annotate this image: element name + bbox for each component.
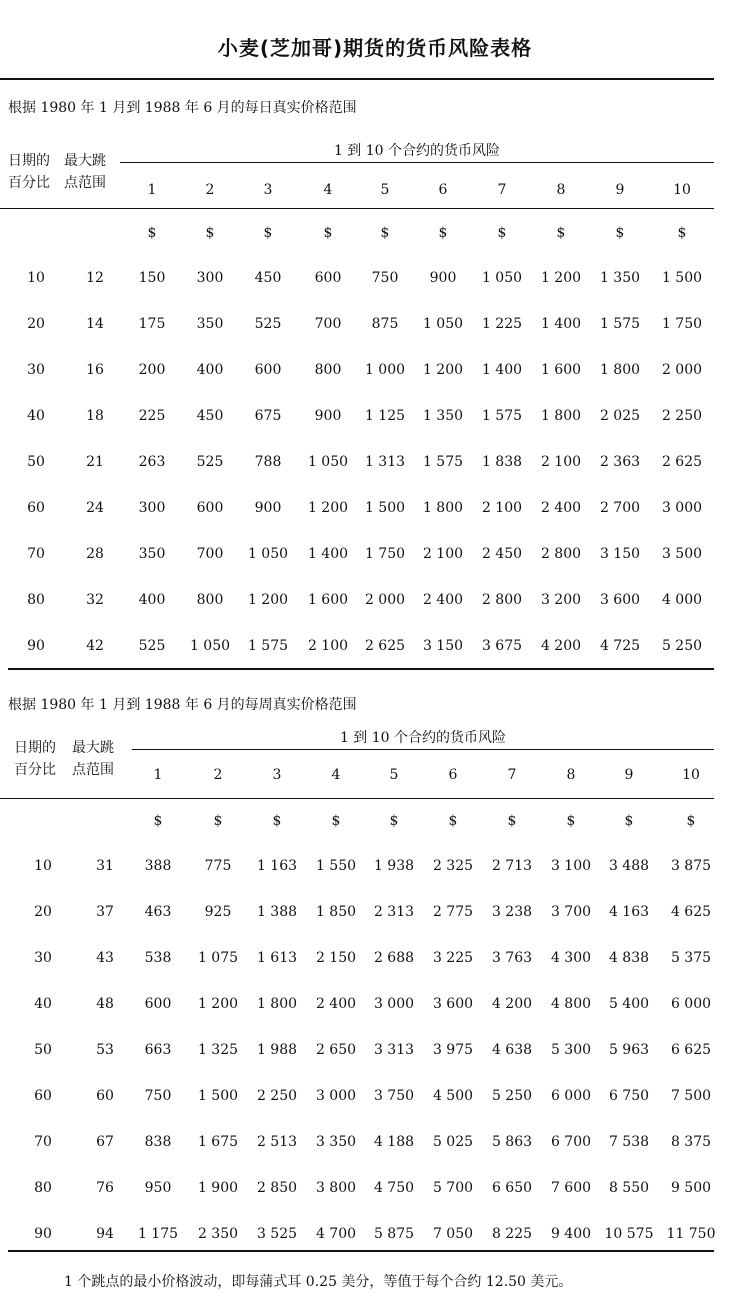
- table-cell: 775: [204, 858, 232, 874]
- row-max-range: 18: [86, 408, 104, 424]
- table-cell: 5 863: [491, 1134, 533, 1150]
- table-cell: 4 625: [670, 904, 712, 920]
- contract-number-9: 9: [624, 767, 634, 783]
- table-cell: 7 050: [432, 1226, 474, 1242]
- contract-number-1: 1: [153, 767, 163, 783]
- table-cell: 1 200: [247, 592, 289, 608]
- table-cell: 750: [371, 270, 399, 286]
- table-cell: 1 800: [599, 362, 641, 378]
- table-cell: 950: [144, 1180, 172, 1196]
- row-percent: 20: [34, 904, 52, 920]
- table-cell: 1 388: [256, 904, 298, 920]
- table-cell: 9 400: [550, 1226, 592, 1242]
- contract-number-4: 4: [331, 767, 341, 783]
- row-max-range: 60: [96, 1088, 114, 1104]
- col-header-range-line2: 点范围: [72, 762, 114, 778]
- contract-number-6: 6: [438, 182, 448, 198]
- table-cell: 3 525: [256, 1226, 298, 1242]
- currency-symbol: $: [677, 225, 687, 241]
- currency-symbol: $: [556, 225, 566, 241]
- table-cell: 750: [144, 1088, 172, 1104]
- table-cell: 2 100: [481, 500, 523, 516]
- table-cell: 1 575: [599, 316, 641, 332]
- table-cell: 6 750: [608, 1088, 650, 1104]
- table-cell: 2 313: [373, 904, 415, 920]
- row-max-range: 48: [96, 996, 114, 1012]
- table-cell: 300: [138, 500, 166, 516]
- table-cell: 2 250: [661, 408, 703, 424]
- table-cell: 3 700: [550, 904, 592, 920]
- contract-number-5: 5: [389, 767, 399, 783]
- col-header-range-line1: 最大跳: [72, 740, 114, 756]
- row-percent: 70: [27, 546, 45, 562]
- row-max-range: 32: [86, 592, 104, 608]
- table-cell: 1 000: [364, 362, 406, 378]
- section-caption: 根据 1980 年 1 月到 1988 年 6 月的每周真实价格范围: [8, 697, 357, 713]
- table-cell: 2 625: [661, 454, 703, 470]
- row-percent: 60: [34, 1088, 52, 1104]
- table-cell: 3 875: [670, 858, 712, 874]
- footnote: 1 个跳点的最小价格波动，即每蒲式耳 0.25 美分，等值于每个合约 12.50 美元。: [64, 1274, 573, 1290]
- table-cell: 1 675: [197, 1134, 239, 1150]
- contract-number-9: 9: [615, 182, 625, 198]
- row-percent: 90: [34, 1226, 52, 1242]
- currency-symbol: $: [497, 225, 507, 241]
- table-cell: 463: [144, 904, 172, 920]
- table-cell: 1 050: [422, 316, 464, 332]
- table-cell: 4 163: [608, 904, 650, 920]
- table-cell: 4 725: [599, 638, 641, 654]
- row-max-range: 37: [96, 904, 114, 920]
- table-cell: 4 188: [373, 1134, 415, 1150]
- section-caption: 根据 1980 年 1 月到 1988 年 6 月的每日真实价格范围: [8, 100, 357, 116]
- table-cell: 388: [144, 858, 172, 874]
- row-max-range: 76: [96, 1180, 114, 1196]
- table-cell: 2 688: [373, 950, 415, 966]
- table-cell: 525: [196, 454, 224, 470]
- section-bottom-rule: [8, 668, 714, 670]
- table-cell: 1 050: [189, 638, 231, 654]
- table-cell: 11 750: [666, 1226, 716, 1242]
- contract-number-1: 1: [147, 182, 157, 198]
- table-cell: 1 225: [481, 316, 523, 332]
- row-percent: 70: [34, 1134, 52, 1150]
- contract-number-4: 4: [323, 182, 333, 198]
- contract-number-6: 6: [448, 767, 458, 783]
- table-cell: 5 250: [491, 1088, 533, 1104]
- span-header-rule: [120, 162, 714, 163]
- table-cell: 4 500: [432, 1088, 474, 1104]
- row-max-range: 14: [86, 316, 104, 332]
- table-cell: 6 650: [491, 1180, 533, 1196]
- table-cell: 4 000: [661, 592, 703, 608]
- table-cell: 1 050: [307, 454, 349, 470]
- table-cell: 800: [196, 592, 224, 608]
- table-cell: 5 400: [608, 996, 650, 1012]
- table-cell: 1 500: [364, 500, 406, 516]
- table-cell: 3 675: [481, 638, 523, 654]
- table-cell: 1 200: [540, 270, 582, 286]
- contract-number-7: 7: [497, 182, 507, 198]
- table-cell: 925: [204, 904, 232, 920]
- currency-symbol: $: [380, 225, 390, 241]
- table-cell: 525: [138, 638, 166, 654]
- table-cell: 3 100: [550, 858, 592, 874]
- table-cell: 10 575: [604, 1226, 654, 1242]
- currency-symbol: $: [615, 225, 625, 241]
- currency-symbol: $: [147, 225, 157, 241]
- table-cell: 3 225: [432, 950, 474, 966]
- table-cell: 6 700: [550, 1134, 592, 1150]
- table-cell: 1 850: [315, 904, 357, 920]
- table-cell: 2 400: [422, 592, 464, 608]
- table-cell: 838: [144, 1134, 172, 1150]
- header-bottom-rule: [0, 208, 714, 209]
- row-max-range: 53: [96, 1042, 114, 1058]
- row-percent: 30: [34, 950, 52, 966]
- table-cell: 2 625: [364, 638, 406, 654]
- currency-symbol: $: [205, 225, 215, 241]
- table-cell: 900: [314, 408, 342, 424]
- table-cell: 1 400: [307, 546, 349, 562]
- table-cell: 3 500: [661, 546, 703, 562]
- contract-number-3: 3: [272, 767, 282, 783]
- table-cell: 3 488: [608, 858, 650, 874]
- table-cell: 3 000: [661, 500, 703, 516]
- row-max-range: 43: [96, 950, 114, 966]
- table-cell: 1 750: [364, 546, 406, 562]
- table-cell: 1 575: [247, 638, 289, 654]
- table-cell: 1 988: [256, 1042, 298, 1058]
- row-percent: 40: [27, 408, 45, 424]
- table-cell: 7 538: [608, 1134, 650, 1150]
- table-cell: 175: [138, 316, 166, 332]
- table-cell: 1 125: [364, 408, 406, 424]
- table-cell: 450: [254, 270, 282, 286]
- title-rule: [0, 78, 714, 80]
- row-max-range: 31: [96, 858, 114, 874]
- table-cell: 1 163: [256, 858, 298, 874]
- table-cell: 1 838: [481, 454, 523, 470]
- table-cell: 2 800: [540, 546, 582, 562]
- col-header-percent-line1: 日期的: [14, 740, 56, 756]
- table-cell: 1 400: [540, 316, 582, 332]
- table-cell: 4 838: [608, 950, 650, 966]
- table-cell: 3 000: [315, 1088, 357, 1104]
- table-cell: 700: [314, 316, 342, 332]
- table-cell: 1 350: [599, 270, 641, 286]
- table-cell: 2 513: [256, 1134, 298, 1150]
- table-cell: 875: [371, 316, 399, 332]
- table-cell: 1 800: [422, 500, 464, 516]
- table-cell: 7 600: [550, 1180, 592, 1196]
- row-max-range: 28: [86, 546, 104, 562]
- table-cell: 1 938: [373, 858, 415, 874]
- table-cell: 600: [196, 500, 224, 516]
- currency-symbol: $: [507, 813, 517, 829]
- table-cell: 900: [254, 500, 282, 516]
- section-bottom-rule: [8, 1250, 714, 1252]
- table-cell: 600: [314, 270, 342, 286]
- col-header-percent-line2: 百分比: [8, 175, 50, 191]
- row-max-range: 67: [96, 1134, 114, 1150]
- currency-symbol: $: [323, 225, 333, 241]
- table-cell: 6 625: [670, 1042, 712, 1058]
- currency-symbol: $: [448, 813, 458, 829]
- row-max-range: 21: [86, 454, 104, 470]
- currency-symbol: $: [686, 813, 696, 829]
- table-cell: 2 250: [256, 1088, 298, 1104]
- table-cell: 4 200: [491, 996, 533, 1012]
- contract-number-8: 8: [556, 182, 566, 198]
- contract-number-10: 10: [673, 182, 691, 198]
- table-cell: 5 025: [432, 1134, 474, 1150]
- table-cell: 2 650: [315, 1042, 357, 1058]
- table-cell: 3 800: [315, 1180, 357, 1196]
- table-cell: 263: [138, 454, 166, 470]
- table-cell: 1 075: [197, 950, 239, 966]
- table-cell: 1 325: [197, 1042, 239, 1058]
- table-cell: 2 800: [481, 592, 523, 608]
- table-cell: 5 700: [432, 1180, 474, 1196]
- table-cell: 3 000: [373, 996, 415, 1012]
- table-cell: 2 350: [197, 1226, 239, 1242]
- table-cell: 1 400: [481, 362, 523, 378]
- table-cell: 1 575: [481, 408, 523, 424]
- table-cell: 3 238: [491, 904, 533, 920]
- table-cell: 1 550: [315, 858, 357, 874]
- table-cell: 3 975: [432, 1042, 474, 1058]
- currency-symbol: $: [153, 813, 163, 829]
- col-header-range-line2: 点范围: [64, 175, 106, 191]
- table-cell: 3 600: [432, 996, 474, 1012]
- table-cell: 2 000: [661, 362, 703, 378]
- currency-symbol: $: [438, 225, 448, 241]
- table-cell: 788: [254, 454, 282, 470]
- currency-symbol: $: [624, 813, 634, 829]
- currency-symbol: $: [272, 813, 282, 829]
- table-cell: 4 200: [540, 638, 582, 654]
- table-cell: 1 500: [197, 1088, 239, 1104]
- table-cell: 675: [254, 408, 282, 424]
- table-cell: 350: [196, 316, 224, 332]
- table-cell: 600: [144, 996, 172, 1012]
- table-cell: 450: [196, 408, 224, 424]
- table-cell: 400: [138, 592, 166, 608]
- table-cell: 4 800: [550, 996, 592, 1012]
- table-cell: 3 350: [315, 1134, 357, 1150]
- table-cell: 2 450: [481, 546, 523, 562]
- table-cell: 2 150: [315, 950, 357, 966]
- contract-number-5: 5: [380, 182, 390, 198]
- table-cell: 700: [196, 546, 224, 562]
- table-cell: 2 363: [599, 454, 641, 470]
- currency-symbol: $: [263, 225, 273, 241]
- row-percent: 90: [27, 638, 45, 654]
- table-cell: 1 050: [481, 270, 523, 286]
- contract-number-3: 3: [263, 182, 273, 198]
- table-cell: 350: [138, 546, 166, 562]
- table-cell: 2 713: [491, 858, 533, 874]
- contract-number-8: 8: [566, 767, 576, 783]
- table-cell: 2 025: [599, 408, 641, 424]
- table-cell: 4 700: [315, 1226, 357, 1242]
- currency-symbol: $: [566, 813, 576, 829]
- page-title: 小麦(芝加哥)期货的货币风险表格: [217, 36, 533, 60]
- row-percent: 30: [27, 362, 45, 378]
- table-cell: 5 250: [661, 638, 703, 654]
- row-max-range: 42: [86, 638, 104, 654]
- table-cell: 2 100: [540, 454, 582, 470]
- table-cell: 600: [254, 362, 282, 378]
- table-cell: 800: [314, 362, 342, 378]
- row-max-range: 24: [86, 500, 104, 516]
- row-percent: 50: [34, 1042, 52, 1058]
- contract-number-7: 7: [507, 767, 517, 783]
- table-cell: 1 800: [540, 408, 582, 424]
- table-cell: 1 050: [247, 546, 289, 562]
- row-max-range: 16: [86, 362, 104, 378]
- table-cell: 150: [138, 270, 166, 286]
- table-cell: 1 350: [422, 408, 464, 424]
- table-cell: 1 613: [256, 950, 298, 966]
- currency-symbol: $: [213, 813, 223, 829]
- table-cell: 200: [138, 362, 166, 378]
- row-max-range: 94: [96, 1226, 114, 1242]
- table-cell: 2 850: [256, 1180, 298, 1196]
- row-percent: 10: [34, 858, 52, 874]
- table-cell: 2 100: [307, 638, 349, 654]
- table-cell: 3 750: [373, 1088, 415, 1104]
- table-cell: 2 000: [364, 592, 406, 608]
- table-cell: 1 175: [137, 1226, 179, 1242]
- table-cell: 3 600: [599, 592, 641, 608]
- span-header-title: 1 到 10 个合约的货币风险: [333, 143, 501, 159]
- header-bottom-rule: [0, 798, 714, 799]
- table-cell: 900: [429, 270, 457, 286]
- table-cell: 1 200: [307, 500, 349, 516]
- table-cell: 2 775: [432, 904, 474, 920]
- row-percent: 50: [27, 454, 45, 470]
- table-cell: 1 600: [307, 592, 349, 608]
- row-percent: 20: [27, 316, 45, 332]
- table-cell: 225: [138, 408, 166, 424]
- table-cell: 1 600: [540, 362, 582, 378]
- table-cell: 5 875: [373, 1226, 415, 1242]
- table-cell: 2 400: [540, 500, 582, 516]
- table-cell: 5 300: [550, 1042, 592, 1058]
- col-header-range-line1: 最大跳: [64, 153, 106, 169]
- table-cell: 8 225: [491, 1226, 533, 1242]
- table-cell: 1 500: [661, 270, 703, 286]
- span-header-rule: [132, 749, 714, 750]
- table-cell: 538: [144, 950, 172, 966]
- table-cell: 4 638: [491, 1042, 533, 1058]
- table-cell: 1 575: [422, 454, 464, 470]
- row-percent: 40: [34, 996, 52, 1012]
- table-cell: 5 375: [670, 950, 712, 966]
- contract-number-2: 2: [205, 182, 215, 198]
- table-cell: 3 200: [540, 592, 582, 608]
- table-cell: 2 700: [599, 500, 641, 516]
- table-cell: 1 750: [661, 316, 703, 332]
- table-cell: 525: [254, 316, 282, 332]
- currency-symbol: $: [389, 813, 399, 829]
- row-percent: 60: [27, 500, 45, 516]
- table-cell: 2 400: [315, 996, 357, 1012]
- table-cell: 2 325: [432, 858, 474, 874]
- table-cell: 4 300: [550, 950, 592, 966]
- table-cell: 1 200: [422, 362, 464, 378]
- table-cell: 1 900: [197, 1180, 239, 1196]
- table-cell: 8 375: [670, 1134, 712, 1150]
- contract-number-2: 2: [213, 767, 223, 783]
- table-cell: 300: [196, 270, 224, 286]
- row-percent: 10: [27, 270, 45, 286]
- table-cell: 663: [144, 1042, 172, 1058]
- table-cell: 3 313: [373, 1042, 415, 1058]
- table-cell: 8 550: [608, 1180, 650, 1196]
- col-header-percent-line2: 百分比: [14, 762, 56, 778]
- table-cell: 400: [196, 362, 224, 378]
- table-cell: 4 750: [373, 1180, 415, 1196]
- table-cell: 1 313: [364, 454, 406, 470]
- span-header-title: 1 到 10 个合约的货币风险: [339, 730, 507, 746]
- row-max-range: 12: [86, 270, 104, 286]
- table-cell: 5 963: [608, 1042, 650, 1058]
- col-header-percent-line1: 日期的: [8, 153, 50, 169]
- row-percent: 80: [34, 1180, 52, 1196]
- table-cell: 2 100: [422, 546, 464, 562]
- contract-number-10: 10: [682, 767, 700, 783]
- table-cell: 3 150: [422, 638, 464, 654]
- table-cell: 1 200: [197, 996, 239, 1012]
- table-cell: 7 500: [670, 1088, 712, 1104]
- table-cell: 3 150: [599, 546, 641, 562]
- row-percent: 80: [27, 592, 45, 608]
- currency-symbol: $: [331, 813, 341, 829]
- table-cell: 6 000: [670, 996, 712, 1012]
- table-cell: 3 763: [491, 950, 533, 966]
- table-cell: 9 500: [670, 1180, 712, 1196]
- table-cell: 1 800: [256, 996, 298, 1012]
- table-cell: 6 000: [550, 1088, 592, 1104]
